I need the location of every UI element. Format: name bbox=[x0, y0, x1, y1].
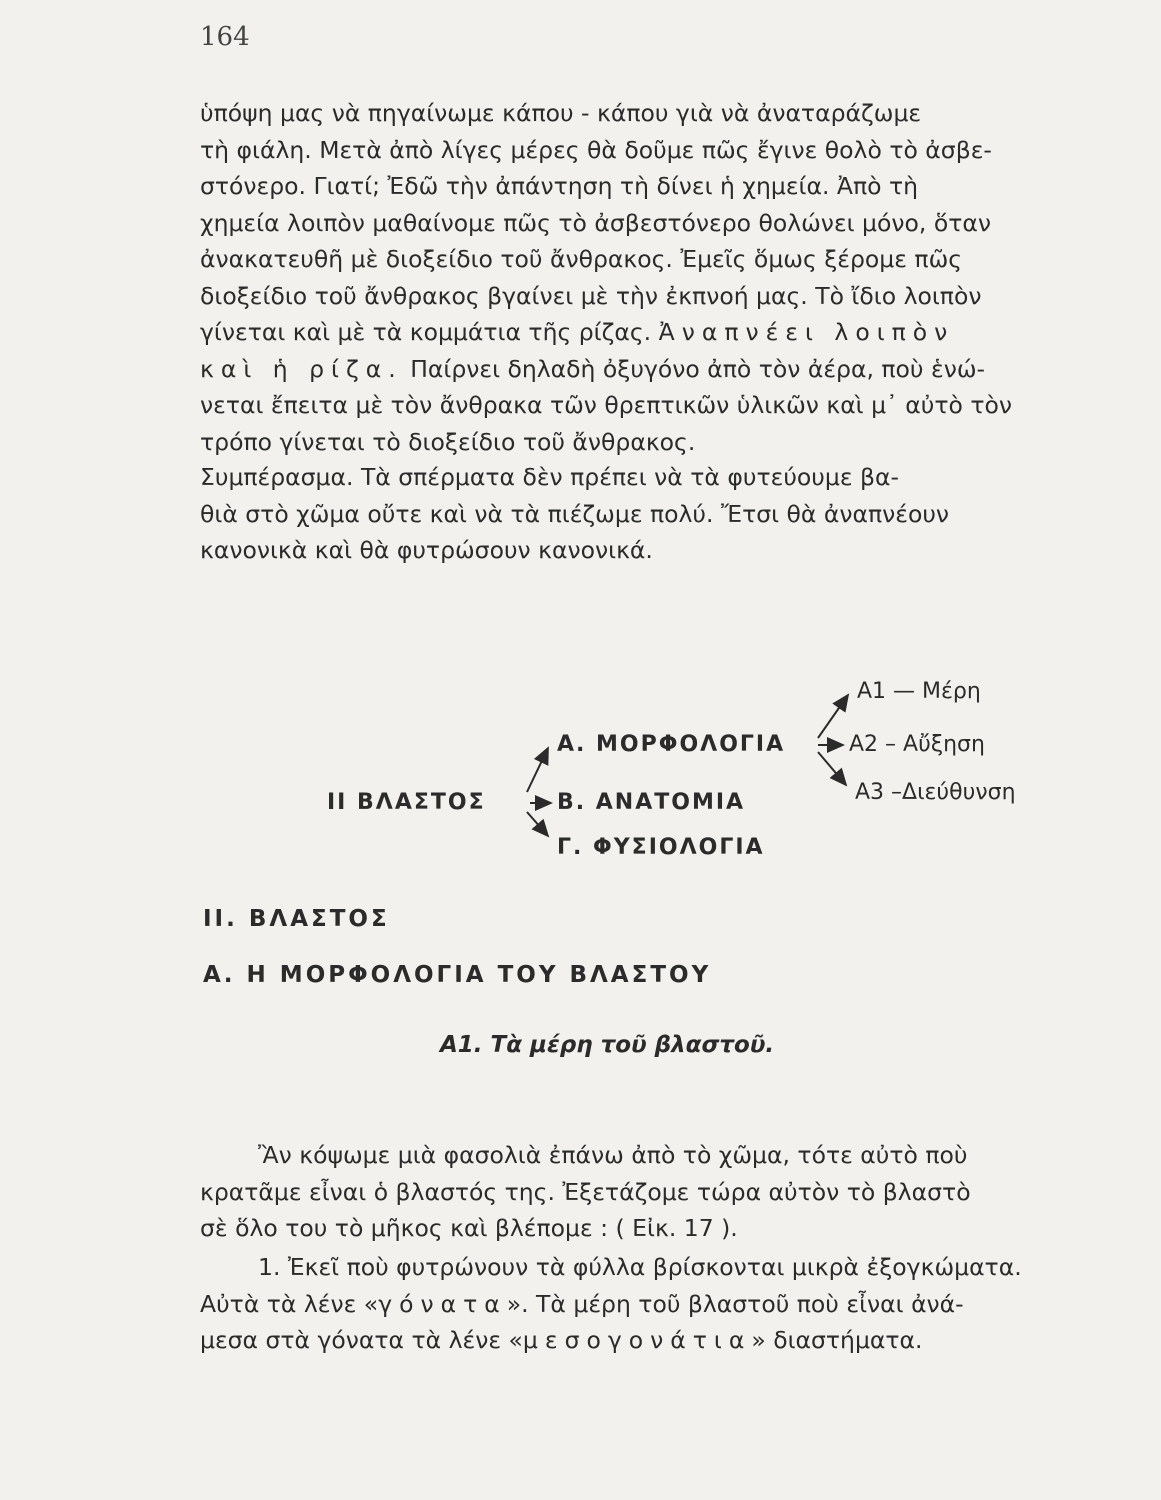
text-line bbox=[200, 314, 1055, 351]
text-line: σὲ ὅλο του τὸ μῆκος καὶ βλέπομε : ( Εἰκ. 17 ). bbox=[200, 1214, 738, 1242]
text-fragment: » διαστήματα. bbox=[751, 1326, 923, 1354]
text-line: κανονικὰ καὶ θὰ φυτρώσουν κανονικά. bbox=[200, 536, 653, 564]
text-fragment: ». Τὰ μέρη τοῦ βλαστοῦ ποὺ εἶναι ἀνά- bbox=[506, 1289, 964, 1318]
arrow-to-morphology bbox=[527, 748, 548, 792]
arrow-to-a3 bbox=[818, 752, 846, 785]
text-line: νεται ἔπειτα μὲ τὸν ἄνθρακα τῶν θρεπτικῶν ὑλικῶν καὶ μ᾽ αὐτὸ τὸν bbox=[200, 391, 1013, 419]
diagram-sub-parts: Α1 — Μέρη bbox=[857, 679, 981, 704]
text-line: τρόπο γίνεται τὸ διοξείδιο τοῦ ἄνθρακος. bbox=[200, 427, 696, 456]
text-line bbox=[200, 459, 1055, 496]
paragraph-stem-intro bbox=[200, 1137, 1055, 1247]
diagram-branch-morphology: Α. ΜΟΡΦΟΛΟΓΙΑ bbox=[557, 732, 786, 757]
arrow-to-a1 bbox=[818, 695, 848, 738]
paragraph-conclusion bbox=[200, 459, 1055, 569]
text-line: τὴ φιάλη. Μετὰ ἀπὸ λίγες μέρες θὰ δοῦμε πῶς ἔγινε θολὸ τὸ ἀσβε- bbox=[200, 135, 992, 164]
text-line: ἀνακατευθῆ μὲ διοξείδιο τοῦ ἄνθρακος. Ἐμεῖς ὅμως ξέρομε πῶς bbox=[200, 245, 963, 273]
text-fragment: μεσα στὰ γόνατα τὰ λένε « bbox=[200, 1326, 523, 1354]
diagram-branch-physiology: Γ. ΦΥΣΙΟΛΟΓΙΑ bbox=[557, 835, 765, 860]
arrow-to-physiology bbox=[527, 812, 548, 836]
text-line: θιὰ στὸ χῶμα οὔτε καὶ νὰ τὰ πιέζωμε πολύ. Ἔτσι θὰ ἀναπνέουν bbox=[200, 499, 950, 528]
text-line bbox=[200, 1286, 1055, 1323]
text-line: ὑπόψη μας νὰ πηγαίνωμε κάπου - κάπου γιὰ νὰ ἀναταράζωμε bbox=[200, 99, 922, 127]
text-line: διοξείδιο τοῦ ἄνθρακος βγαίνει μὲ τὴν ἐκπνοή μας. Τὸ ἴδιο λοιπὸν bbox=[200, 281, 982, 310]
text-fragment: Τὰ σπέρματα δὲν πρέπει νὰ τὰ φυτεύουμε βα- bbox=[353, 463, 899, 491]
diagram-root: II ΒΛΑΣΤΟΣ bbox=[327, 790, 486, 815]
paragraph-nodes bbox=[200, 1249, 1055, 1359]
text-line: χημεία λοιπὸν μαθαίνομε πῶς τὸ ἀσβεστόνερο θολώνει μόνο, ὅταν bbox=[200, 208, 991, 237]
text-fragment: γίνεται καὶ μὲ τὰ κομμάτια τῆς ρίζας. bbox=[200, 318, 652, 346]
section-heading: ΙΙ. ΒΛΑΣΤΟΣ bbox=[203, 906, 390, 932]
subsection-heading: Α. Η ΜΟΡΦΟΛΟΓΙΑ ΤΟΥ ΒΛΑΣΤΟΥ bbox=[203, 962, 712, 988]
spaced-emphasis: Ἀναπνέει λοιπὸν bbox=[658, 318, 955, 346]
diagram-sub-growth: Α2 – Αὔξηση bbox=[849, 732, 985, 757]
sub-subsection-heading: Α1. Τὰ μέρη τοῦ βλαστοῦ. bbox=[440, 1032, 775, 1058]
text-line: Ἂν κόψωμε μιὰ φασολιὰ ἐπάνω ἀπὸ τὸ χῶμα, τότε αὐτὸ ποὺ bbox=[258, 1141, 968, 1169]
spaced-emphasis: καὶ ἡ ρίζα. bbox=[200, 354, 403, 383]
text-line bbox=[200, 1322, 1055, 1359]
diagram-sub-direction: Α3 –Διεύθυνση bbox=[855, 780, 1016, 805]
conclusion-label: Συμπέρασμα. bbox=[200, 463, 354, 491]
text-line: κρατᾶμε εἶναι ὁ βλαστός της. Ἐξετάζομε τώρα αὐτὸν τὸ βλαστὸ bbox=[200, 1177, 971, 1206]
spaced-emphasis: μεσογονάτια bbox=[522, 1326, 752, 1354]
spaced-emphasis: γόνατα bbox=[378, 1289, 507, 1318]
text-fragment: Παίρνει δηλαδὴ ὀξυγόνο ἀπὸ τὸν ἀέρα, ποὺ ἑνώ- bbox=[402, 354, 985, 383]
text-fragment: Αὐτὰ τὰ λένε « bbox=[200, 1289, 379, 1318]
text-line: στόνερο. Γιατί; Ἐδῶ τὴν ἀπάντηση τὴ δίνει ἡ χημεία. Ἀπὸ τὴ bbox=[200, 172, 919, 200]
text-line bbox=[200, 351, 1055, 388]
diagram-branch-anatomy: Β. ΑΝΑΤΟΜΙΑ bbox=[557, 790, 746, 815]
text-line: 1. Ἐκεῖ ποὺ φυτρώνουν τὰ φύλλα βρίσκονται μικρὰ ἐξογκώματα. bbox=[258, 1253, 1022, 1281]
page-number: 164 bbox=[200, 22, 250, 52]
paragraph-respiration bbox=[200, 95, 1055, 460]
